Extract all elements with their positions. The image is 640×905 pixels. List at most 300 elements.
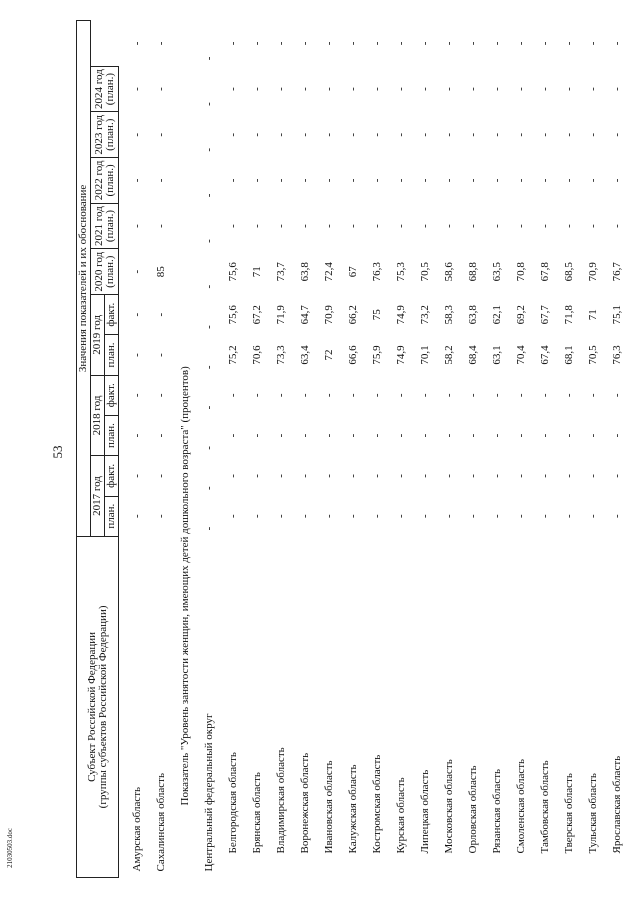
cell-2023-plan: - — [323, 132, 335, 137]
cell-extra: - — [347, 41, 359, 46]
cell-2019-fact: - — [155, 312, 167, 317]
cell-2020-plan: 76,7 — [611, 262, 623, 282]
cell-2018-plan: - — [299, 433, 311, 438]
cell-2024-plan: - — [491, 87, 503, 91]
cell-2024-plan: - — [299, 87, 311, 91]
cell-2018-fact: - — [563, 393, 575, 398]
cell-extra: - — [515, 41, 527, 46]
cell-2021-plan: - — [515, 224, 527, 228]
cell-2017-plan: - — [443, 514, 455, 518]
cell-2018-fact: - — [275, 393, 287, 398]
cell-2017-plan: - — [395, 514, 407, 518]
cell-2021-plan: - — [491, 224, 503, 228]
cell-2021-plan: - — [371, 224, 383, 228]
cell-2018-fact: - — [443, 393, 455, 398]
cell-2019-plan: 66,6 — [347, 345, 359, 365]
table-row — [269, 21, 293, 878]
cell-2022-plan: - — [395, 178, 407, 183]
cell-2017-plan: - — [371, 514, 383, 518]
cell-2019-fact: 62,1 — [491, 305, 503, 325]
cell-2019-fact: 64,7 — [299, 305, 311, 325]
cell-2017-plan: - — [347, 514, 359, 518]
cell-2021-plan: - — [299, 224, 311, 228]
cell-2024-plan: - — [419, 87, 431, 91]
cell-2023-plan: - — [443, 132, 455, 137]
cell-2020-plan: 72,4 — [323, 262, 335, 282]
cell-2017-fact: - — [539, 474, 551, 478]
cell-2018-fact: - — [251, 393, 263, 398]
cell-2017-plan: - — [323, 514, 335, 518]
cell-2018-fact: - — [539, 393, 551, 398]
okrug-name: Центральный федеральный округ — [203, 713, 215, 872]
cell-2018-fact: - — [227, 393, 239, 398]
cell-2018-plan: - — [371, 433, 383, 438]
cell-2019-plan: 63,4 — [299, 345, 311, 365]
cell-2017-plan: - — [131, 514, 143, 518]
cell-2020-plan: 68,8 — [467, 262, 479, 282]
cell-2018-fact: - — [299, 393, 311, 398]
cell-2022-plan: - — [587, 178, 599, 183]
cell-2021-plan: - — [419, 224, 431, 228]
cell-2018-plan: - — [539, 433, 551, 438]
cell-2023-plan: - — [419, 132, 431, 137]
cell-2021-plan: - — [539, 224, 551, 228]
year-2022-header: 2022 год (план.) — [91, 158, 119, 204]
cell-2021-plan: - — [467, 224, 479, 228]
cell-2017-plan: - — [419, 514, 431, 518]
row-subject-name: Курская область — [395, 777, 407, 854]
cell-2021-plan: - — [155, 224, 167, 228]
cell-2019-plan: 75,9 — [371, 345, 383, 365]
cell-extra: - — [275, 41, 287, 46]
cell-2021-plan: - — [611, 224, 623, 228]
cell-2022-plan: - — [131, 178, 143, 183]
cell-2023-plan: - — [251, 132, 263, 137]
cell-2017-plan: - — [587, 514, 599, 518]
table-row — [149, 21, 173, 878]
cell-2019-plan: 70,1 — [419, 345, 431, 365]
row-subject-name: Смоленская область — [515, 758, 527, 854]
table-row — [245, 21, 269, 878]
cell-2023-plan: - — [203, 147, 215, 152]
table-body — [119, 21, 630, 878]
cell-2018-fact: - — [131, 393, 143, 398]
cell-2023-plan: - — [155, 132, 167, 137]
cell-2017-plan: - — [563, 514, 575, 518]
row-subject-name: Орловская область — [467, 765, 479, 854]
cell-2023-plan: - — [227, 132, 239, 137]
cell-2019-plan: 68,4 — [467, 345, 479, 365]
subject-header-line1: Субъект Российской Федерации — [85, 631, 98, 782]
cell-2023-plan: - — [467, 132, 479, 137]
cell-2017-fact: - — [347, 474, 359, 478]
cell-2018-fact: - — [203, 405, 215, 410]
cell-2021-plan: - — [347, 224, 359, 228]
cell-2020-plan: 70,8 — [515, 262, 527, 282]
cell-2019-fact: 70,9 — [323, 305, 335, 325]
cell-2021-plan: - — [251, 224, 263, 228]
rotated-table-frame — [76, 20, 634, 878]
cell-2024-plan: - — [155, 87, 167, 91]
cell-2024-plan: - — [467, 87, 479, 91]
cell-2017-plan: - — [203, 526, 215, 531]
cell-extra: - — [491, 41, 503, 46]
cell-extra: - — [131, 41, 143, 46]
page-number: 53 — [50, 445, 65, 459]
cell-2024-plan: - — [275, 87, 287, 91]
cell-2019-fact: - — [203, 325, 215, 329]
cell-extra: - — [563, 41, 575, 46]
cell-2020-plan: - — [203, 284, 215, 289]
cell-2019-fact: 71,8 — [563, 305, 575, 325]
cell-2019-plan: - — [131, 353, 143, 357]
cell-extra: - — [611, 41, 623, 46]
fact-subheader: факт. — [105, 456, 119, 496]
cell-2022-plan: - — [611, 178, 623, 183]
cell-2023-plan: - — [275, 132, 287, 137]
cell-2017-plan: - — [467, 514, 479, 518]
cell-2019-fact: 71,9 — [275, 305, 287, 325]
cell-2023-plan: - — [515, 132, 527, 137]
cell-2017-plan: - — [227, 514, 239, 518]
cell-2020-plan: 76,3 — [371, 262, 383, 282]
cell-2018-plan: - — [323, 433, 335, 438]
cell-extra: - — [587, 41, 599, 46]
cell-extra: - — [227, 41, 239, 46]
row-subject-name: Владимирская область — [275, 747, 287, 854]
cell-2019-plan: 70,6 — [251, 345, 263, 365]
cell-extra: - — [539, 41, 551, 46]
cell-2017-fact: - — [611, 474, 623, 478]
cell-2019-plan: 70,4 — [515, 345, 527, 365]
cell-2017-plan: - — [515, 514, 527, 518]
cell-2021-plan: - — [563, 224, 575, 228]
cell-2017-fact: - — [515, 474, 527, 478]
cell-2017-fact: - — [323, 474, 335, 478]
cell-2017-plan: - — [491, 514, 503, 518]
cell-2020-plan: 75,3 — [395, 262, 407, 282]
cell-2019-fact: 71 — [587, 309, 599, 321]
table-row — [509, 21, 533, 878]
year-2017-header: 2017 год — [91, 456, 105, 537]
row-subject-name: Амурская область — [131, 786, 143, 872]
cell-2018-fact: - — [323, 393, 335, 398]
cell-2018-plan: - — [275, 433, 287, 438]
table-row — [533, 21, 557, 878]
cell-2022-plan: - — [371, 178, 383, 183]
row-subject-name: Воронежская область — [299, 752, 311, 854]
indicator-table — [76, 20, 629, 878]
cell-2024-plan: - — [371, 87, 383, 91]
subject-column-header — [77, 536, 119, 877]
cell-2022-plan: - — [275, 178, 287, 183]
row-subject-name: Рязанская область — [491, 768, 503, 854]
cell-2024-plan: - — [131, 87, 143, 91]
cell-2021-plan: - — [131, 224, 143, 228]
table-header — [77, 21, 119, 878]
cell-2022-plan: - — [419, 178, 431, 183]
cell-2023-plan: - — [587, 132, 599, 137]
cell-2022-plan: - — [323, 178, 335, 183]
cell-2019-fact: - — [131, 312, 143, 317]
year-2018-header: 2018 год — [91, 375, 105, 456]
cell-2021-plan: - — [587, 224, 599, 228]
cell-2020-plan: 63,5 — [491, 262, 503, 282]
table-row — [317, 21, 341, 878]
row-subject-name: Калужская область — [347, 764, 359, 854]
cell-2017-fact: - — [299, 474, 311, 478]
cell-2022-plan: - — [347, 178, 359, 183]
cell-extra: - — [419, 41, 431, 46]
cell-2019-fact: 58,3 — [443, 305, 455, 325]
cell-extra: - — [467, 41, 479, 46]
fact-subheader: факт. — [105, 295, 119, 335]
cell-2019-plan: - — [155, 353, 167, 357]
cell-2023-plan: - — [563, 132, 575, 137]
indicator-title: Показатель "Уровень занятости женщин, имеющих детей дошкольного возраста" (процентов) — [179, 366, 191, 806]
table-row — [221, 21, 245, 878]
cell-2024-plan: - — [203, 102, 215, 106]
cell-2017-plan: - — [299, 514, 311, 518]
cell-2018-plan: - — [203, 446, 215, 450]
cell-2018-fact: - — [419, 393, 431, 398]
cell-2024-plan: - — [347, 87, 359, 91]
cell-2020-plan: 75,6 — [227, 262, 239, 282]
cell-2017-fact: - — [155, 474, 167, 478]
row-subject-name: Ивановская область — [323, 760, 335, 854]
cell-2023-plan: - — [539, 132, 551, 137]
cell-extra: - — [203, 56, 215, 61]
cell-2019-fact: 73,2 — [419, 305, 431, 325]
cell-2020-plan: 71 — [251, 266, 263, 278]
indicator-title-row — [173, 21, 197, 878]
row-subject-name: Московская область — [443, 759, 455, 854]
cell-2021-plan: - — [275, 224, 287, 228]
cell-2024-plan: - — [539, 87, 551, 91]
cell-2021-plan: - — [395, 224, 407, 228]
cell-2020-plan: 67,8 — [539, 262, 551, 282]
year-2023-header: 2023 год (план.) — [91, 112, 119, 158]
cell-2020-plan: 67 — [347, 266, 359, 278]
cell-2019-plan: 63,1 — [491, 345, 503, 365]
cell-2017-fact: - — [203, 486, 215, 491]
cell-2019-fact: 75 — [371, 309, 383, 321]
cell-2017-plan: - — [251, 514, 263, 518]
cell-2017-plan: - — [611, 514, 623, 518]
cell-2024-plan: - — [515, 87, 527, 91]
table-row — [581, 21, 605, 878]
cell-2017-fact: - — [251, 474, 263, 478]
cell-2017-fact: - — [371, 474, 383, 478]
cell-2024-plan: - — [227, 87, 239, 91]
cell-2017-plan: - — [539, 514, 551, 518]
cell-2019-fact: 67,7 — [539, 305, 551, 325]
cell-2018-plan: - — [131, 433, 143, 438]
cell-2020-plan: 63,8 — [299, 262, 311, 282]
cell-2019-plan: 74,9 — [395, 345, 407, 365]
table-row — [437, 21, 461, 878]
year-2020-header: 2020 год (план.) — [91, 249, 119, 295]
row-subject-name: Костромская область — [371, 754, 383, 854]
cell-2017-plan: - — [155, 514, 167, 518]
cell-2018-fact: - — [611, 393, 623, 398]
okrug-row — [197, 21, 221, 878]
cell-2020-plan: 70,5 — [419, 262, 431, 282]
cell-2023-plan: - — [347, 132, 359, 137]
cell-extra: - — [371, 41, 383, 46]
cell-2017-fact: - — [419, 474, 431, 478]
cell-2019-plan: 75,2 — [227, 345, 239, 365]
table-row — [461, 21, 485, 878]
cell-extra: - — [395, 41, 407, 46]
subject-header-line2: (группы субъектов Российской Федерации) — [96, 605, 109, 809]
cell-extra: - — [323, 41, 335, 46]
cell-2018-plan: - — [587, 433, 599, 438]
plan-subheader: план. — [105, 496, 119, 536]
cell-2020-plan: 68,5 — [563, 262, 575, 282]
cell-2019-plan: 72 — [323, 349, 335, 361]
table-row — [389, 21, 413, 878]
row-subject-name: Тверская область — [563, 773, 575, 854]
row-subject-name: Брянская область — [251, 772, 263, 854]
cell-2017-fact: - — [563, 474, 575, 478]
cell-2024-plan: - — [563, 87, 575, 91]
cell-2017-plan: - — [275, 514, 287, 518]
cell-2018-fact: - — [371, 393, 383, 398]
cell-2020-plan: 70,9 — [587, 262, 599, 282]
document-filename: 21030503.doc — [6, 828, 14, 868]
cell-2022-plan: - — [467, 178, 479, 183]
landscape-content — [76, 20, 634, 878]
cell-2018-fact: - — [467, 393, 479, 398]
cell-2019-plan: 58,2 — [443, 345, 455, 365]
cell-extra: - — [299, 41, 311, 46]
cell-2018-plan: - — [443, 433, 455, 438]
row-subject-name: Сахалинская область — [155, 773, 167, 872]
cell-extra: - — [155, 41, 167, 46]
cell-2022-plan: - — [299, 178, 311, 183]
cell-2018-plan: - — [563, 433, 575, 438]
year-2019-header: 2019 год — [91, 295, 105, 376]
cell-2018-fact: - — [587, 393, 599, 398]
cell-2020-plan: 73,7 — [275, 262, 287, 282]
cell-2018-fact: - — [515, 393, 527, 398]
cell-2017-fact: - — [443, 474, 455, 478]
cell-2017-fact: - — [491, 474, 503, 478]
cell-2023-plan: - — [395, 132, 407, 137]
cell-2023-plan: - — [299, 132, 311, 137]
cell-2018-plan: - — [467, 433, 479, 438]
cell-2024-plan: - — [443, 87, 455, 91]
table-row — [557, 21, 581, 878]
cell-2017-fact: - — [395, 474, 407, 478]
cell-2020-plan: - — [131, 269, 143, 274]
row-subject-name: Тульская область — [587, 773, 599, 854]
cell-2024-plan: - — [395, 87, 407, 91]
cell-2024-plan: - — [611, 87, 623, 91]
cell-2022-plan: - — [155, 178, 167, 183]
cell-2022-plan: - — [491, 178, 503, 183]
table-row — [341, 21, 365, 878]
table-row — [605, 21, 629, 878]
cell-2023-plan: - — [131, 132, 143, 137]
cell-2017-fact: - — [131, 474, 143, 478]
cell-2023-plan: - — [611, 132, 623, 137]
cell-2019-plan: 67,4 — [539, 345, 551, 365]
cell-2022-plan: - — [563, 178, 575, 183]
values-header: Значения показателей и их обоснование — [77, 21, 91, 537]
cell-2019-fact: 66,2 — [347, 305, 359, 325]
cell-2019-plan: 73,3 — [275, 345, 287, 365]
cell-extra: - — [443, 41, 455, 46]
cell-extra: - — [251, 41, 263, 46]
cell-2019-fact: 67,2 — [251, 305, 263, 325]
table-row — [125, 21, 149, 878]
cell-2018-plan: - — [395, 433, 407, 438]
cell-2020-plan: 85 — [155, 266, 167, 278]
cell-2022-plan: - — [203, 193, 215, 198]
row-subject-name: Белгородская область — [227, 752, 239, 854]
cell-2017-fact: - — [275, 474, 287, 478]
cell-2019-plan: 68,1 — [563, 345, 575, 365]
cell-2018-plan: - — [419, 433, 431, 438]
cell-2018-plan: - — [515, 433, 527, 438]
cell-2021-plan: - — [203, 239, 215, 243]
table-row — [485, 21, 509, 878]
cell-2018-plan: - — [611, 433, 623, 438]
table-row — [413, 21, 437, 878]
cell-2022-plan: - — [251, 178, 263, 183]
cell-2019-fact: 75,1 — [611, 305, 623, 325]
cell-2017-fact: - — [227, 474, 239, 478]
cell-2017-fact: - — [467, 474, 479, 478]
year-2024-header: 2024 год (план.) — [91, 66, 119, 112]
cell-2019-fact: 75,6 — [227, 305, 239, 325]
cell-2018-fact: - — [395, 393, 407, 398]
cell-2023-plan: - — [371, 132, 383, 137]
cell-2021-plan: - — [443, 224, 455, 228]
cell-2019-plan: 76,3 — [611, 345, 623, 365]
cell-2024-plan: - — [587, 87, 599, 91]
cell-2018-fact: - — [491, 393, 503, 398]
table-row — [365, 21, 389, 878]
row-subject-name: Липецкая область — [419, 769, 431, 854]
cell-2024-plan: - — [251, 87, 263, 91]
cell-2019-fact: 69,2 — [515, 305, 527, 325]
table-row — [293, 21, 317, 878]
plan-subheader: план. — [105, 415, 119, 455]
fact-subheader: факт. — [105, 375, 119, 415]
cell-2020-plan: 58,6 — [443, 262, 455, 282]
row-subject-name: Ярославская область — [611, 755, 623, 854]
cell-2021-plan: - — [227, 224, 239, 228]
cell-2018-plan: - — [251, 433, 263, 438]
cell-2022-plan: - — [539, 178, 551, 183]
cell-2022-plan: - — [443, 178, 455, 183]
cell-2017-fact: - — [587, 474, 599, 478]
cell-2019-plan: - — [203, 365, 215, 370]
cell-2018-fact: - — [155, 393, 167, 398]
cell-2018-plan: - — [227, 433, 239, 438]
cell-2018-plan: - — [491, 433, 503, 438]
cell-2024-plan: - — [323, 87, 335, 91]
row-subject-name: Тамбовская область — [539, 760, 551, 854]
cell-2018-plan: - — [155, 433, 167, 438]
cell-2022-plan: - — [227, 178, 239, 183]
year-2021-header: 2021 год (план.) — [91, 203, 119, 249]
cell-2021-plan: - — [323, 224, 335, 228]
cell-2019-plan: 70,5 — [587, 345, 599, 365]
